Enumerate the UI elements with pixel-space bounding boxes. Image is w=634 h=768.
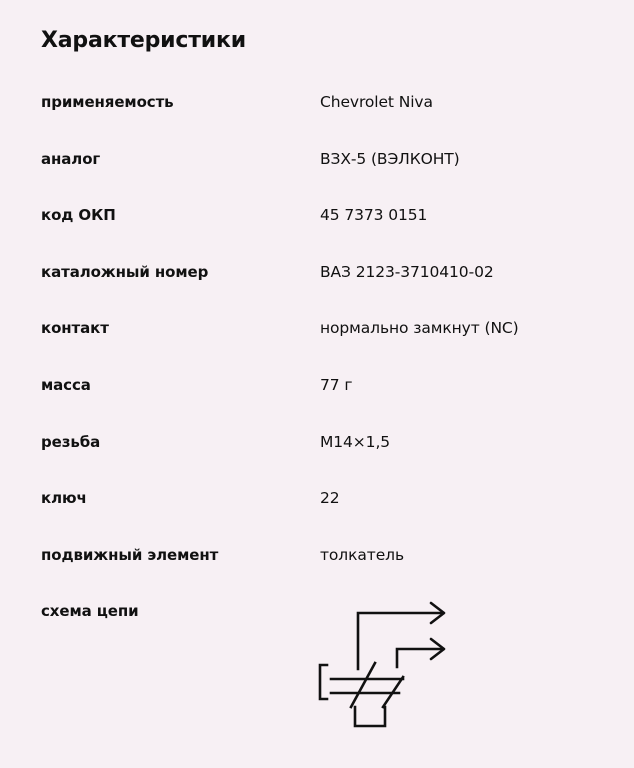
spec-row-mass bbox=[41, 376, 601, 433]
spec-row-catalog-number bbox=[41, 263, 601, 320]
spec-value: 45 7373 0151 bbox=[320, 206, 428, 225]
spec-value: Chevrolet Niva bbox=[320, 93, 433, 111]
spec-value: 77 г bbox=[320, 375, 353, 394]
spec-row-moving-element bbox=[41, 546, 601, 603]
spec-row-wrench bbox=[41, 489, 601, 546]
spec-row-analog bbox=[41, 150, 601, 207]
spec-row-contact bbox=[41, 319, 601, 376]
spec-value: 22 bbox=[320, 489, 340, 508]
spec-label: код ОКП bbox=[41, 206, 116, 225]
spec-label: подвижный элемент bbox=[41, 545, 219, 564]
spec-row-okp-code bbox=[41, 206, 601, 263]
spec-value: M14×1,5 bbox=[320, 432, 391, 451]
spec-row-application bbox=[41, 93, 601, 150]
spec-label: контакт bbox=[41, 319, 109, 338]
spec-value: толкатель bbox=[320, 545, 404, 564]
spec-value: ВАЗ 2123-3710410-02 bbox=[320, 262, 494, 281]
spec-label: масса bbox=[41, 375, 91, 394]
spec-value: нормально замкнут (NC) bbox=[320, 319, 519, 338]
spec-label: каталожный номер bbox=[41, 262, 209, 281]
spec-label: ключ bbox=[41, 489, 87, 508]
spec-row-thread bbox=[41, 433, 601, 490]
normally-closed-switch-diagram-icon bbox=[313, 597, 453, 737]
spec-label: резьба bbox=[41, 432, 101, 451]
specifications-table bbox=[41, 93, 601, 659]
spec-label: схема цепи bbox=[41, 602, 139, 621]
spec-value: ВЗХ-5 (ВЭЛКОНТ) bbox=[320, 149, 460, 168]
spec-label: аналог bbox=[41, 149, 101, 168]
section-title: Характеристики bbox=[41, 28, 246, 53]
spec-label: применяемость bbox=[41, 93, 174, 111]
